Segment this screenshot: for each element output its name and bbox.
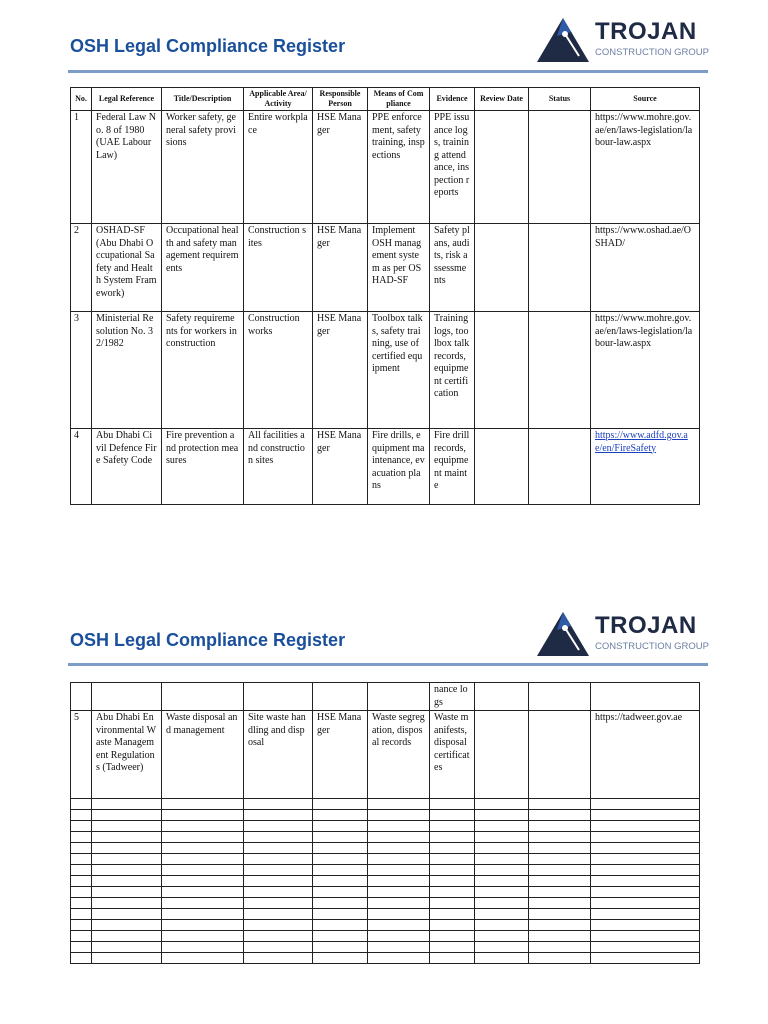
cell-legal-reference: Ministerial Resolution No. 32/1982 xyxy=(92,312,162,429)
cell-means[interactable] xyxy=(368,920,430,931)
cell-source[interactable] xyxy=(591,810,700,821)
col-header-status: Status xyxy=(529,88,591,111)
cell-review-date[interactable] xyxy=(475,953,529,964)
cell-review-date[interactable] xyxy=(475,111,529,224)
cell-no[interactable] xyxy=(71,876,92,887)
trojan-triangle-icon xyxy=(535,16,591,64)
cell-evidence: Waste manifests, disposal certificates xyxy=(430,711,475,799)
cell-review-date[interactable] xyxy=(475,810,529,821)
col-header-means: Means of Compliance xyxy=(368,88,430,111)
cell-no[interactable] xyxy=(71,931,92,942)
cell-area[interactable] xyxy=(244,876,313,887)
cell-no[interactable] xyxy=(71,843,92,854)
cell-title: Safety requirements for workers in construction xyxy=(162,312,244,429)
cell-review-date[interactable] xyxy=(475,909,529,920)
header-rule xyxy=(68,663,708,666)
cell-means[interactable] xyxy=(368,931,430,942)
cell-evidence: nance logs xyxy=(430,683,475,711)
cell-evidence[interactable] xyxy=(430,799,475,810)
cell-responsible[interactable] xyxy=(313,931,368,942)
cell-means[interactable] xyxy=(368,887,430,898)
cell-responsible[interactable] xyxy=(313,854,368,865)
cell-area xyxy=(244,683,313,711)
cell-legal-reference[interactable] xyxy=(92,876,162,887)
cell-means: Fire drills, equipment maintenance, evacuation plans xyxy=(368,429,430,505)
cell-means[interactable] xyxy=(368,876,430,887)
cell-responsible[interactable] xyxy=(313,843,368,854)
table-row-continuation xyxy=(71,683,700,711)
cell-title: Worker safety, general safety provisions xyxy=(162,111,244,224)
page-title: OSH Legal Compliance Register xyxy=(70,36,346,56)
table-row xyxy=(71,429,700,505)
cell-title[interactable] xyxy=(162,865,244,876)
cell-status[interactable] xyxy=(529,711,591,799)
col-header-no: No. xyxy=(71,88,92,111)
cell-review-date[interactable] xyxy=(475,854,529,865)
cell-responsible[interactable] xyxy=(313,887,368,898)
cell-responsible[interactable] xyxy=(313,865,368,876)
cell-means: Waste segregation, disposal records xyxy=(368,711,430,799)
cell-means[interactable] xyxy=(368,821,430,832)
cell-title[interactable] xyxy=(162,843,244,854)
empty-table-row xyxy=(71,920,700,931)
cell-legal-reference: Abu Dhabi Civil Defence Fire Safety Code xyxy=(92,429,162,505)
cell-means[interactable] xyxy=(368,799,430,810)
cell-status[interactable] xyxy=(529,843,591,854)
cell-no: 4 xyxy=(71,429,92,505)
cell-means[interactable] xyxy=(368,810,430,821)
cell-title[interactable] xyxy=(162,909,244,920)
cell-means[interactable] xyxy=(368,942,430,953)
cell-means[interactable] xyxy=(368,843,430,854)
cell-source[interactable] xyxy=(591,799,700,810)
cell-review-date[interactable] xyxy=(475,931,529,942)
cell-evidence: Safety plans, audits, risk assessments xyxy=(430,224,475,312)
cell-review-date[interactable] xyxy=(475,821,529,832)
col-header-title: Title/Description xyxy=(162,88,244,111)
cell-status[interactable] xyxy=(529,810,591,821)
cell-title[interactable] xyxy=(162,810,244,821)
company-logo xyxy=(535,610,710,658)
cell-responsible[interactable] xyxy=(313,810,368,821)
cell-area[interactable] xyxy=(244,898,313,909)
cell-area: All facilities and construction sites xyxy=(244,429,313,505)
cell-title[interactable] xyxy=(162,799,244,810)
cell-status[interactable] xyxy=(529,953,591,964)
cell-review-date[interactable] xyxy=(475,832,529,843)
cell-source[interactable] xyxy=(591,821,700,832)
cell-review-date[interactable] xyxy=(475,876,529,887)
col-header-source: Source xyxy=(591,88,700,111)
cell-responsible[interactable] xyxy=(313,898,368,909)
cell-no: 2 xyxy=(71,224,92,312)
cell-means: Implement OSH management system as per OSHAD-SF xyxy=(368,224,430,312)
cell-means[interactable] xyxy=(368,832,430,843)
cell-responsible[interactable] xyxy=(313,821,368,832)
cell-status[interactable] xyxy=(529,799,591,810)
cell-legal-reference[interactable] xyxy=(92,821,162,832)
cell-no xyxy=(71,683,92,711)
table-row xyxy=(71,111,700,224)
cell-title: Fire prevention and protection measures xyxy=(162,429,244,505)
cell-source[interactable] xyxy=(591,865,700,876)
cell-status[interactable] xyxy=(529,683,591,711)
empty-table-row xyxy=(71,865,700,876)
cell-legal-reference[interactable] xyxy=(92,920,162,931)
empty-table-row xyxy=(71,931,700,942)
cell-evidence: PPE issuance logs, training attendance, inspection reports xyxy=(430,111,475,224)
cell-evidence[interactable] xyxy=(430,920,475,931)
cell-review-date[interactable] xyxy=(475,711,529,799)
empty-table-row xyxy=(71,876,700,887)
cell-evidence: Training logs, toolbox talk records, equipment certification xyxy=(430,312,475,429)
cell-no[interactable] xyxy=(71,898,92,909)
cell-no[interactable] xyxy=(71,810,92,821)
cell-title[interactable] xyxy=(162,953,244,964)
empty-table-row xyxy=(71,832,700,843)
cell-status[interactable] xyxy=(529,931,591,942)
cell-title[interactable] xyxy=(162,832,244,843)
empty-table-row xyxy=(71,898,700,909)
cell-review-date[interactable] xyxy=(475,920,529,931)
cell-legal-reference[interactable] xyxy=(92,898,162,909)
cell-area: Entire workplace xyxy=(244,111,313,224)
cell-evidence[interactable] xyxy=(430,942,475,953)
cell-no: 1 xyxy=(71,111,92,224)
cell-evidence[interactable] xyxy=(430,953,475,964)
cell-responsible[interactable] xyxy=(313,799,368,810)
empty-table-row xyxy=(71,854,700,865)
cell-status[interactable] xyxy=(529,312,591,429)
cell-legal-reference xyxy=(92,683,162,711)
cell-source[interactable] xyxy=(591,898,700,909)
cell-responsible: HSE Manager xyxy=(313,429,368,505)
cell-source[interactable] xyxy=(591,909,700,920)
cell-evidence[interactable] xyxy=(430,898,475,909)
cell-status[interactable] xyxy=(529,887,591,898)
cell-area[interactable] xyxy=(244,843,313,854)
cell-title[interactable] xyxy=(162,821,244,832)
cell-area[interactable] xyxy=(244,854,313,865)
cell-title[interactable] xyxy=(162,854,244,865)
empty-table-row xyxy=(71,909,700,920)
page-2 xyxy=(0,590,768,1024)
cell-responsible: HSE Manager xyxy=(313,224,368,312)
cell-status[interactable] xyxy=(529,821,591,832)
empty-table-row xyxy=(71,953,700,964)
cell-review-date[interactable] xyxy=(475,843,529,854)
cell-review-date[interactable] xyxy=(475,224,529,312)
cell-legal-reference[interactable] xyxy=(92,909,162,920)
cell-means xyxy=(368,683,430,711)
empty-table-row xyxy=(71,843,700,854)
cell-legal-reference[interactable] xyxy=(92,865,162,876)
cell-title[interactable] xyxy=(162,931,244,942)
cell-area[interactable] xyxy=(244,887,313,898)
empty-table-row xyxy=(71,887,700,898)
trojan-triangle-icon xyxy=(535,610,591,658)
table-row xyxy=(71,224,700,312)
cell-title: Occupational health and safety management requirements xyxy=(162,224,244,312)
cell-legal-reference: Abu Dhabi Environmental Waste Management Regulations (Tadweer) xyxy=(92,711,162,799)
cell-no[interactable] xyxy=(71,887,92,898)
cell-review-date[interactable] xyxy=(475,942,529,953)
cell-source[interactable]: https://www.adfd.gov.ae/en/FireSafety xyxy=(591,429,700,505)
table-row xyxy=(71,312,700,429)
logo-subtitle: CONSTRUCTION GROUP xyxy=(595,641,709,652)
cell-title[interactable] xyxy=(162,942,244,953)
cell-status[interactable] xyxy=(529,909,591,920)
cell-no[interactable] xyxy=(71,832,92,843)
cell-evidence[interactable] xyxy=(430,832,475,843)
cell-source[interactable] xyxy=(591,887,700,898)
cell-review-date[interactable] xyxy=(475,887,529,898)
cell-means[interactable] xyxy=(368,898,430,909)
empty-table-row xyxy=(71,799,700,810)
cell-evidence[interactable] xyxy=(430,887,475,898)
cell-legal-reference: OSHAD-SF (Abu Dhabi Occupational Safety and Health System Framework) xyxy=(92,224,162,312)
cell-status[interactable] xyxy=(529,429,591,505)
cell-legal-reference[interactable] xyxy=(92,931,162,942)
cell-status[interactable] xyxy=(529,111,591,224)
logo-subtitle: CONSTRUCTION GROUP xyxy=(595,47,709,58)
cell-no[interactable] xyxy=(71,920,92,931)
cell-title[interactable] xyxy=(162,887,244,898)
cell-evidence[interactable] xyxy=(430,821,475,832)
cell-means[interactable] xyxy=(368,953,430,964)
cell-responsible[interactable] xyxy=(313,909,368,920)
cell-legal-reference[interactable] xyxy=(92,810,162,821)
register-table xyxy=(70,87,700,505)
cell-evidence[interactable] xyxy=(430,854,475,865)
cell-legal-reference: Federal Law No. 8 of 1980 (UAE Labour Law) xyxy=(92,111,162,224)
cell-responsible[interactable] xyxy=(313,876,368,887)
cell-legal-reference[interactable] xyxy=(92,887,162,898)
cell-no[interactable] xyxy=(71,821,92,832)
cell-source[interactable] xyxy=(591,832,700,843)
col-header-legal-reference: Legal Reference xyxy=(92,88,162,111)
cell-area[interactable] xyxy=(244,942,313,953)
empty-table-row xyxy=(71,942,700,953)
cell-source[interactable] xyxy=(591,854,700,865)
logo-word: TROJAN xyxy=(595,18,697,45)
cell-legal-reference[interactable] xyxy=(92,953,162,964)
cell-legal-reference[interactable] xyxy=(92,942,162,953)
cell-responsible[interactable] xyxy=(313,832,368,843)
cell-source[interactable] xyxy=(591,942,700,953)
cell-area[interactable] xyxy=(244,909,313,920)
col-header-evidence: Evidence xyxy=(430,88,475,111)
cell-area[interactable] xyxy=(244,832,313,843)
cell-no[interactable] xyxy=(71,953,92,964)
cell-source: https://www.mohre.gov.ae/en/laws-legislation/labour-law.aspx xyxy=(591,111,700,224)
cell-responsible: HSE Manager xyxy=(313,312,368,429)
cell-legal-reference[interactable] xyxy=(92,843,162,854)
cell-responsible: HSE Manager xyxy=(313,711,368,799)
register-table-continued xyxy=(70,682,700,964)
cell-status[interactable] xyxy=(529,920,591,931)
cell-evidence[interactable] xyxy=(430,810,475,821)
empty-table-row xyxy=(71,810,700,821)
cell-source: https://www.mohre.gov.ae/en/laws-legislation/labour-law.aspx xyxy=(591,312,700,429)
cell-responsible[interactable] xyxy=(313,942,368,953)
cell-responsible[interactable] xyxy=(313,953,368,964)
cell-no[interactable] xyxy=(71,865,92,876)
cell-evidence[interactable] xyxy=(430,876,475,887)
cell-title[interactable] xyxy=(162,876,244,887)
cell-no[interactable] xyxy=(71,854,92,865)
cell-status[interactable] xyxy=(529,224,591,312)
cell-status[interactable] xyxy=(529,876,591,887)
cell-means: Toolbox talks, safety training, use of certified equipment xyxy=(368,312,430,429)
col-header-review-date: Review Date xyxy=(475,88,529,111)
cell-area[interactable] xyxy=(244,920,313,931)
cell-title[interactable] xyxy=(162,920,244,931)
page-title: OSH Legal Compliance Register xyxy=(70,630,346,650)
cell-no[interactable] xyxy=(71,799,92,810)
cell-source: https://www.oshad.ae/OSHAD/ xyxy=(591,224,700,312)
cell-title xyxy=(162,683,244,711)
cell-area: Construction works xyxy=(244,312,313,429)
cell-title[interactable] xyxy=(162,898,244,909)
cell-source[interactable] xyxy=(591,920,700,931)
col-header-responsible: Responsible Person xyxy=(313,88,368,111)
cell-review-date[interactable] xyxy=(475,683,529,711)
cell-review-date[interactable] xyxy=(475,898,529,909)
cell-area[interactable] xyxy=(244,810,313,821)
empty-table-row xyxy=(71,821,700,832)
table-row xyxy=(71,711,700,799)
cell-no[interactable] xyxy=(71,942,92,953)
cell-no: 5 xyxy=(71,711,92,799)
logo-word: TROJAN xyxy=(595,612,697,639)
cell-source[interactable] xyxy=(591,876,700,887)
cell-review-date[interactable] xyxy=(475,312,529,429)
header-rule xyxy=(68,70,708,73)
cell-means[interactable] xyxy=(368,854,430,865)
cell-status[interactable] xyxy=(529,942,591,953)
cell-evidence[interactable] xyxy=(430,843,475,854)
company-logo xyxy=(535,16,710,64)
cell-area[interactable] xyxy=(244,953,313,964)
cell-legal-reference[interactable] xyxy=(92,832,162,843)
cell-status[interactable] xyxy=(529,854,591,865)
cell-review-date[interactable] xyxy=(475,429,529,505)
cell-area[interactable] xyxy=(244,799,313,810)
cell-area[interactable] xyxy=(244,865,313,876)
cell-legal-reference[interactable] xyxy=(92,854,162,865)
cell-area: Construction sites xyxy=(244,224,313,312)
cell-responsible: HSE Manager xyxy=(313,111,368,224)
cell-title: Waste disposal and management xyxy=(162,711,244,799)
cell-area[interactable] xyxy=(244,931,313,942)
cell-means: PPE enforcement, safety training, inspections xyxy=(368,111,430,224)
cell-area[interactable] xyxy=(244,821,313,832)
cell-source[interactable] xyxy=(591,843,700,854)
cell-means[interactable] xyxy=(368,865,430,876)
cell-no[interactable] xyxy=(71,909,92,920)
cell-source[interactable] xyxy=(591,931,700,942)
cell-evidence[interactable] xyxy=(430,865,475,876)
cell-evidence[interactable] xyxy=(430,931,475,942)
header-row xyxy=(71,88,700,111)
cell-source: https://tadweer.gov.ae xyxy=(591,711,700,799)
cell-source[interactable] xyxy=(591,953,700,964)
cell-review-date[interactable] xyxy=(475,865,529,876)
cell-means[interactable] xyxy=(368,909,430,920)
cell-responsible[interactable] xyxy=(313,920,368,931)
cell-evidence[interactable] xyxy=(430,909,475,920)
cell-legal-reference[interactable] xyxy=(92,799,162,810)
cell-status[interactable] xyxy=(529,832,591,843)
cell-area: Site waste handling and disposal xyxy=(244,711,313,799)
cell-review-date[interactable] xyxy=(475,799,529,810)
cell-source xyxy=(591,683,700,711)
cell-responsible xyxy=(313,683,368,711)
col-header-area: Applicable Area/Activity xyxy=(244,88,313,111)
cell-no: 3 xyxy=(71,312,92,429)
cell-status[interactable] xyxy=(529,898,591,909)
cell-status[interactable] xyxy=(529,865,591,876)
cell-evidence: Fire drill records, equipment mainte xyxy=(430,429,475,505)
